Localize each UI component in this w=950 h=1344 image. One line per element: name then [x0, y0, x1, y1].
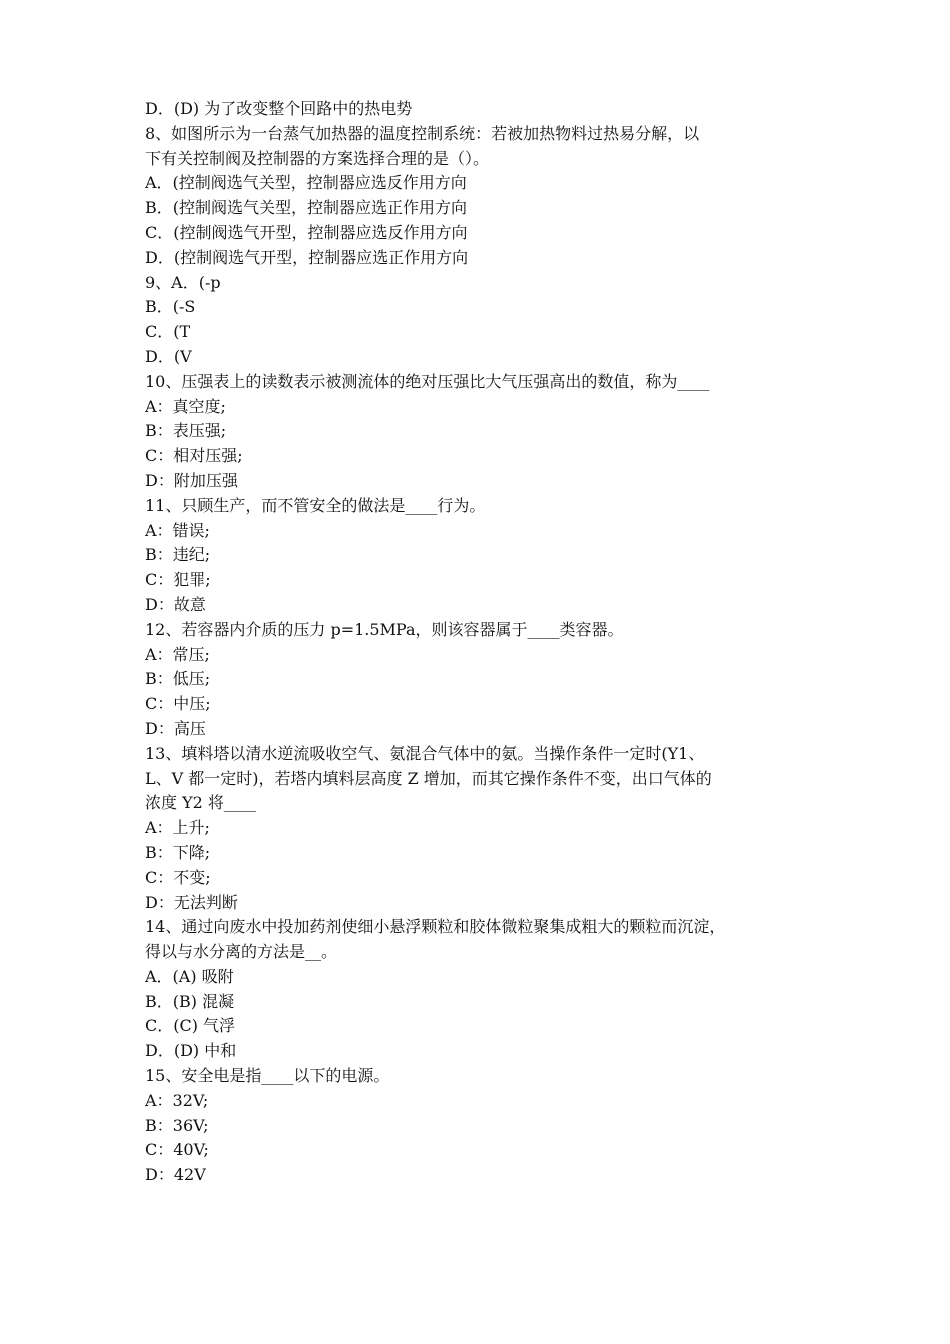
question-line: 得以与水分离的方法是__。	[145, 942, 338, 962]
option-line: D：故意	[145, 594, 206, 614]
option-line: B．(控制阀选气关型，控制器应选正作用方向	[145, 198, 468, 218]
option-line: C：中压;	[145, 694, 211, 714]
question-line: 12、若容器内介质的压力 p=1.5MPa，则该容器属于____类容器。	[145, 619, 624, 639]
option-line: C．(控制阀选气开型，控制器应选反作用方向	[145, 222, 468, 242]
question-line: 8、如图所示为一台蒸气加热器的温度控制系统：若被加热物料过热易分解，以	[145, 123, 700, 143]
document-body	[145, 97, 820, 1188]
option-line: D．(D) 中和	[145, 1041, 237, 1061]
option-line: B：下降;	[145, 842, 211, 862]
option-line: C．(C) 气浮	[145, 1016, 236, 1036]
question-line: 15、安全电是指____以下的电源。	[145, 1066, 390, 1086]
question-line: 11、只顾生产，而不管安全的做法是____行为。	[145, 495, 486, 515]
question-line: 9、A．(-p	[145, 272, 221, 292]
question-line: L、V 都一定时)，若塔内填料层高度 Z 增加，而其它操作条件不变，出口气体的	[145, 768, 712, 788]
option-line: A：32V;	[145, 1090, 209, 1110]
option-line: B：36V;	[145, 1115, 209, 1135]
option-line: A：真空度;	[145, 396, 226, 416]
option-line: B．(B) 混凝	[145, 991, 235, 1011]
option-line: D．(V	[145, 346, 192, 366]
option-line: A：错误;	[145, 520, 210, 540]
option-line: C：不变;	[145, 867, 211, 887]
option-line: B：违纪;	[145, 545, 211, 565]
option-line: B．(-S	[145, 297, 196, 317]
option-line: D：无法判断	[145, 892, 238, 912]
option-line: C：犯罪;	[145, 570, 211, 590]
option-line: D：附加压强	[145, 470, 238, 490]
option-line: D：高压	[145, 718, 206, 738]
option-line: A．(A) 吸附	[145, 966, 234, 986]
option-line: D．(D) 为了改变整个回路中的热电势	[145, 99, 413, 118]
option-line: B：低压;	[145, 669, 211, 689]
option-line: B：表压强;	[145, 421, 227, 441]
option-line: D：42V	[145, 1165, 206, 1185]
question-line: 14、通过向废水中投加药剂使细小悬浮颗粒和胶体微粒聚集成粗大的颗粒而沉淀，	[145, 917, 726, 937]
option-line: A．(控制阀选气关型，控制器应选反作用方向	[145, 173, 467, 193]
option-line: D．(控制阀选气开型，控制器应选正作用方向	[145, 247, 469, 267]
option-line: A：常压;	[145, 644, 210, 664]
question-line: 下有关控制阀及控制器的方案选择合理的是（）。	[145, 148, 490, 168]
question-line: 10、压强表上的读数表示被测流体的绝对压强比大气压强高出的数值，称为____	[145, 371, 710, 391]
option-line: C：相对压强;	[145, 446, 243, 466]
question-line: 13、填料塔以清水逆流吸收空气、氨混合气体中的氨。当操作条件一定时(Y1、	[145, 743, 705, 763]
question-line: 浓度 Y2 将____	[145, 793, 256, 813]
option-line: A：上升;	[145, 818, 210, 838]
option-line: C．(T	[145, 322, 191, 342]
option-line: C：40V;	[145, 1140, 209, 1160]
